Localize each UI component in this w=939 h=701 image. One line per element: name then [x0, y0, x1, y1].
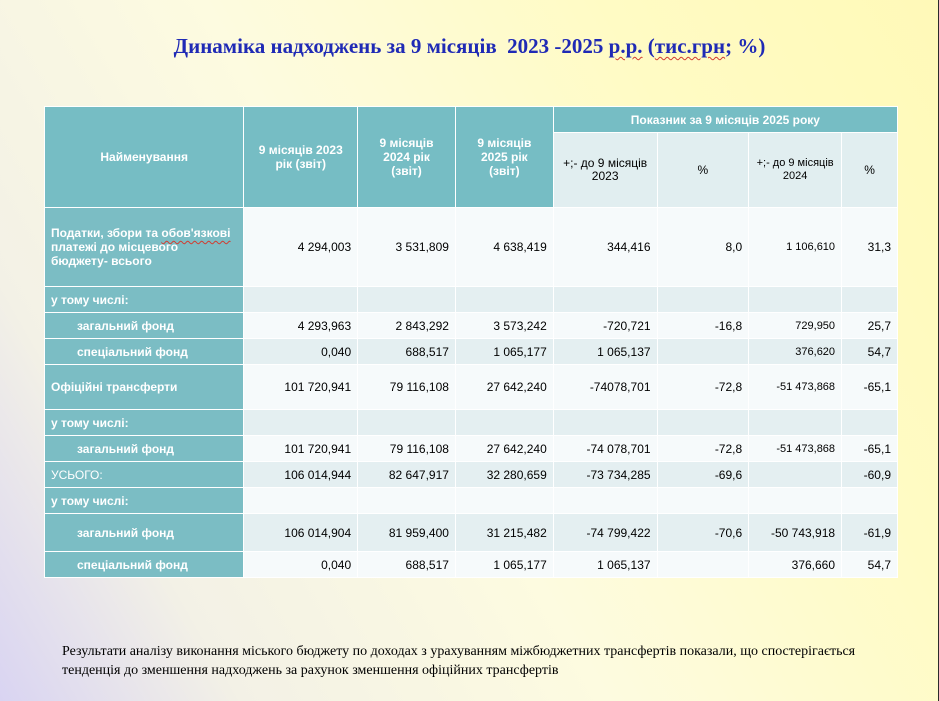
cell-pct-2023: -72,8 — [658, 436, 749, 461]
cell-pct-2024: -65,1 — [842, 365, 897, 409]
cell-pct-2023 — [658, 287, 749, 312]
cell-2024: 81 959,400 — [358, 514, 455, 551]
cell-pct-2023 — [658, 552, 749, 577]
row-label: у тому числі: — [45, 410, 243, 435]
cell-2023: 0,040 — [244, 552, 357, 577]
row-label: Податки, збори та обов'язкові платежі до місцевого бюджету- всього — [45, 208, 243, 286]
cell-pct-2023: -70,6 — [658, 514, 749, 551]
cell-diff-2024: 376,660 — [749, 552, 841, 577]
header-2023: 9 місяців 2023 рік (звіт) — [244, 107, 357, 207]
table-row — [45, 365, 897, 409]
cell-diff-2023 — [554, 410, 657, 435]
cell-pct-2023 — [658, 488, 749, 513]
cell-diff-2023: 1 065,137 — [554, 552, 657, 577]
page-title: Динаміка надходжень за 9 місяців 2023 -2025 р.р. (тис.грн; %) — [173, 34, 766, 58]
table-row — [45, 462, 897, 487]
row-label: у тому числі: — [45, 488, 243, 513]
cell-diff-2024 — [749, 488, 841, 513]
cell-diff-2023: -720,721 — [554, 313, 657, 338]
header-diff-2024: +;- до 9 місяців 2024 — [749, 133, 841, 207]
table-row — [45, 287, 897, 312]
cell-2025 — [456, 488, 553, 513]
cell-2025: 32 280,659 — [456, 462, 553, 487]
cell-2025: 3 573,242 — [456, 313, 553, 338]
cell-2024 — [358, 488, 455, 513]
cell-2023: 4 294,003 — [244, 208, 357, 286]
row-label: загальний фонд — [45, 313, 243, 338]
cell-2025 — [456, 287, 553, 312]
cell-pct-2024 — [842, 410, 897, 435]
cell-2025: 1 065,177 — [456, 339, 553, 364]
table-row — [45, 436, 897, 461]
row-label: спеціальний фонд — [45, 339, 243, 364]
row-label: УСЬОГО: — [45, 462, 243, 487]
cell-2025: 1 065,177 — [456, 552, 553, 577]
cell-2023 — [244, 287, 357, 312]
table-row — [45, 488, 897, 513]
header-group: Показник за 9 місяців 2025 року — [554, 107, 897, 132]
cell-pct-2023: -69,6 — [658, 462, 749, 487]
row-label: Офіційні трансферти — [45, 365, 243, 409]
cell-diff-2024: 376,620 — [749, 339, 841, 364]
cell-diff-2023: -74078,701 — [554, 365, 657, 409]
cell-2024: 82 647,917 — [358, 462, 455, 487]
cell-2023: 106 014,944 — [244, 462, 357, 487]
cell-2025: 31 215,482 — [456, 514, 553, 551]
cell-2025: 27 642,240 — [456, 436, 553, 461]
cell-diff-2023 — [554, 287, 657, 312]
table-row — [45, 208, 897, 286]
cell-pct-2024 — [842, 488, 897, 513]
header-pct-2024: % — [842, 133, 897, 207]
cell-pct-2024: -61,9 — [842, 514, 897, 551]
row-label: загальний фонд — [45, 514, 243, 551]
cell-pct-2023 — [658, 410, 749, 435]
cell-diff-2024: -50 743,918 — [749, 514, 841, 551]
header-diff-2023: +;- до 9 місяців 2023 — [554, 133, 657, 207]
cell-2024: 688,517 — [358, 552, 455, 577]
cell-2024: 2 843,292 — [358, 313, 455, 338]
cell-2024 — [358, 287, 455, 312]
table-row — [45, 339, 897, 364]
cell-diff-2024 — [749, 287, 841, 312]
cell-2023: 106 014,904 — [244, 514, 357, 551]
cell-2023: 4 293,963 — [244, 313, 357, 338]
row-label: загальний фонд — [45, 436, 243, 461]
cell-pct-2024: -65,1 — [842, 436, 897, 461]
cell-diff-2024: 1 106,610 — [749, 208, 841, 286]
cell-2024 — [358, 410, 455, 435]
cell-2023: 0,040 — [244, 339, 357, 364]
cell-pct-2023: -72,8 — [658, 365, 749, 409]
header-2025: 9 місяців 2025 рік (звіт) — [456, 107, 553, 207]
cell-2023 — [244, 488, 357, 513]
header-2024: 9 місяців 2024 рік (звіт) — [358, 107, 455, 207]
cell-pct-2023: -16,8 — [658, 313, 749, 338]
table-row — [45, 514, 897, 551]
cell-pct-2024: 54,7 — [842, 339, 897, 364]
cell-pct-2024: 31,3 — [842, 208, 897, 286]
header-name: Найменування — [45, 107, 243, 207]
cell-diff-2024: -51 473,868 — [749, 436, 841, 461]
table-row — [45, 410, 897, 435]
cell-diff-2024: -51 473,868 — [749, 365, 841, 409]
cell-2025 — [456, 410, 553, 435]
cell-pct-2024 — [842, 287, 897, 312]
cell-diff-2023: 344,416 — [554, 208, 657, 286]
cell-diff-2023: -74 078,701 — [554, 436, 657, 461]
header-pct-2023: % — [658, 133, 749, 207]
cell-2024: 79 116,108 — [358, 365, 455, 409]
table-row — [45, 313, 897, 338]
cell-2025: 4 638,419 — [456, 208, 553, 286]
cell-diff-2024 — [749, 462, 841, 487]
cell-2024: 688,517 — [358, 339, 455, 364]
cell-pct-2023: 8,0 — [658, 208, 749, 286]
cell-diff-2023 — [554, 488, 657, 513]
cell-2025: 27 642,240 — [456, 365, 553, 409]
cell-diff-2024: 729,950 — [749, 313, 841, 338]
cell-diff-2024 — [749, 410, 841, 435]
analysis-note: Результати аналізу виконання міського бюджету по доходах з урахуванням міжбюджетних трансфертів показали, що спостерігається тенденція до зменшення надходжень за рахунок зменшення офіційних трансфертів — [62, 644, 856, 678]
cell-pct-2024: -60,9 — [842, 462, 897, 487]
cell-2023: 101 720,941 — [244, 436, 357, 461]
revenue-table — [44, 106, 898, 578]
cell-2023: 101 720,941 — [244, 365, 357, 409]
cell-pct-2024: 25,7 — [842, 313, 897, 338]
row-label: у тому числі: — [45, 287, 243, 312]
cell-2024: 79 116,108 — [358, 436, 455, 461]
table-row — [45, 552, 897, 577]
cell-2024: 3 531,809 — [358, 208, 455, 286]
cell-diff-2023: 1 065,137 — [554, 339, 657, 364]
cell-diff-2023: -74 799,422 — [554, 514, 657, 551]
cell-pct-2024: 54,7 — [842, 552, 897, 577]
cell-pct-2023 — [658, 339, 749, 364]
cell-diff-2023: -73 734,285 — [554, 462, 657, 487]
row-label: спеціальний фонд — [45, 552, 243, 577]
cell-2023 — [244, 410, 357, 435]
